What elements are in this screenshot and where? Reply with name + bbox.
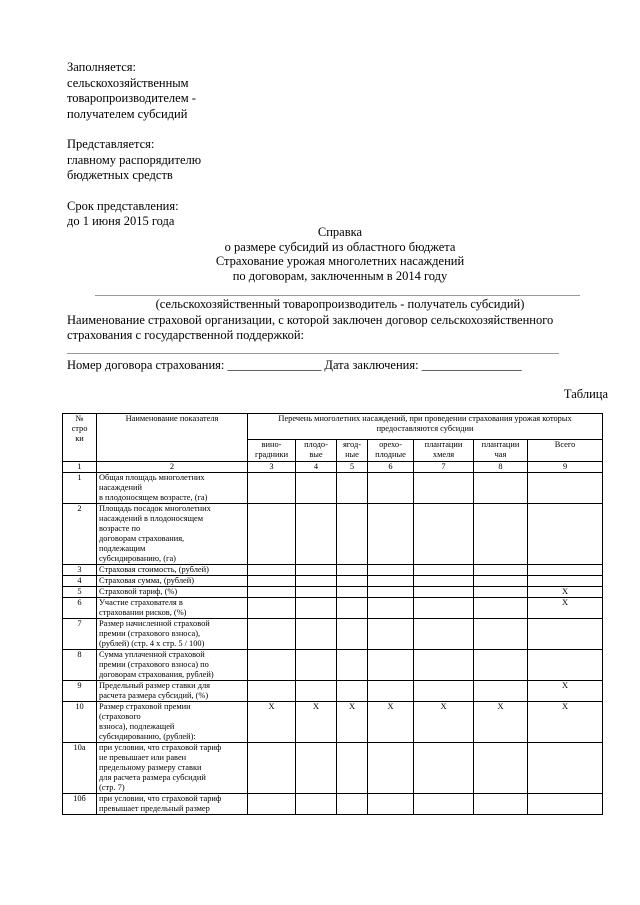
column-number-cell: 3 (248, 462, 296, 473)
submitted-to-line: бюджетных средств (67, 168, 173, 182)
header-col-line: орехо- (379, 440, 402, 449)
value-cell[interactable] (248, 619, 296, 650)
value-cell[interactable] (474, 587, 528, 598)
value-cell[interactable] (296, 565, 337, 576)
header-col-line: чая (494, 450, 507, 459)
value-cell[interactable] (368, 587, 414, 598)
row-number-cell: 10 (63, 702, 97, 743)
value-cell[interactable] (368, 794, 414, 815)
indicator-name-cell (97, 619, 248, 650)
value-cell[interactable] (474, 619, 528, 650)
value-cell[interactable] (337, 576, 368, 587)
indicator-name-cell (97, 598, 248, 619)
deadline-label: Срок представления: (67, 198, 179, 213)
document-title (130, 225, 550, 283)
title-line: по договорам, заключенным в 2014 году (232, 268, 448, 283)
value-cell[interactable] (474, 576, 528, 587)
table-row (63, 681, 603, 702)
value-cell[interactable]: Х (337, 702, 368, 743)
value-cell[interactable] (474, 681, 528, 702)
value-cell[interactable] (414, 576, 474, 587)
row-number-cell: 8 (63, 650, 97, 681)
value-cell[interactable] (474, 504, 528, 565)
indicator-name-line: предельному размеру ставки (99, 763, 202, 772)
value-cell[interactable] (414, 743, 474, 794)
table-label: Таблица (563, 387, 608, 401)
indicator-name-line: (рублей) (стр. 4 х стр. 5 / 100) (99, 639, 205, 648)
title-line: о размере субсидий из областного бюджета (224, 239, 456, 254)
value-cell[interactable] (248, 681, 296, 702)
value-cell[interactable] (337, 681, 368, 702)
value-cell[interactable] (414, 565, 474, 576)
indicator-name-cell (97, 576, 248, 587)
header-col-cell (368, 440, 414, 462)
indicator-name-line: возрасте по (99, 524, 141, 533)
filled-by-line: сельскохозяйственным (67, 75, 189, 90)
insurer-line: Наименование страховой организации, с которой заключен договор сельскохозяйственного (67, 313, 554, 327)
indicator-name-line: не превышает или равен (99, 753, 187, 762)
table-row (63, 587, 603, 598)
value-cell[interactable] (248, 743, 296, 794)
title-line: Страхование урожая многолетних насаждений (215, 254, 465, 268)
column-number-cell: 9 (528, 462, 603, 473)
table-row (63, 473, 603, 504)
column-number-cell: 7 (414, 462, 474, 473)
indicator-name-line: при условии, что страховой тариф (99, 743, 222, 752)
value-cell[interactable] (337, 504, 368, 565)
header-col-line: плодо- (304, 440, 328, 449)
value-cell[interactable] (528, 650, 603, 681)
deadline-value: до 1 июня 2015 года (67, 214, 175, 228)
row-number-cell: 9 (63, 681, 97, 702)
column-number-cell: 5 (337, 462, 368, 473)
header-col-line: градники (254, 450, 289, 459)
value-cell[interactable] (528, 504, 603, 565)
row-number-cell: 7 (63, 619, 97, 650)
table-row (63, 794, 603, 815)
value-cell[interactable] (337, 619, 368, 650)
indicator-name-line: Страховой тариф, (%) (99, 587, 178, 596)
header-col-line: плодные (375, 450, 406, 459)
insurer-block (67, 313, 553, 342)
indicator-name-cell (97, 587, 248, 598)
producer-caption: (сельскохозяйственный товаропроизводитель - получатель субсидий) (155, 297, 525, 311)
value-cell[interactable] (248, 650, 296, 681)
value-cell[interactable] (337, 587, 368, 598)
value-cell[interactable] (528, 473, 603, 504)
value-cell[interactable] (296, 681, 337, 702)
header-indicator-cell: Наименование показателя (97, 414, 248, 462)
header-col-cell (414, 440, 474, 462)
value-cell[interactable]: Х (528, 681, 603, 702)
value-cell[interactable] (474, 598, 528, 619)
header-col-line: Всего (554, 440, 576, 449)
indicator-name-line: насаждений (99, 483, 142, 492)
indicator-name-line: насаждений в плодоносящем (99, 514, 204, 523)
indicator-name-cell (97, 681, 248, 702)
value-cell[interactable]: Х (414, 702, 474, 743)
header-num-cell (63, 414, 97, 462)
column-number-cell: 1 (63, 462, 97, 473)
value-cell[interactable] (474, 794, 528, 815)
header-col-line: вые (309, 450, 323, 459)
indicator-name-cell (97, 650, 248, 681)
value-cell[interactable] (248, 473, 296, 504)
value-cell[interactable] (248, 565, 296, 576)
indicator-name-cell (97, 743, 248, 794)
document-header (67, 60, 201, 245)
indicator-name-cell (97, 473, 248, 504)
value-cell[interactable] (528, 565, 603, 576)
indicator-name-line: Страховая стоимость, (рублей) (99, 565, 209, 574)
indicator-name-line: Сумма уплаченной страховой (99, 650, 205, 659)
indicator-name-line: страховании рисков, (%) (99, 608, 187, 617)
value-cell[interactable] (337, 650, 368, 681)
column-number-row (63, 462, 603, 473)
table-row (63, 743, 603, 794)
header-col-line: плантации (481, 440, 520, 449)
indicator-name-line: расчета размера субсидий, (%) (99, 691, 209, 700)
value-cell[interactable] (248, 794, 296, 815)
value-cell[interactable] (248, 504, 296, 565)
row-number-cell: 5 (63, 587, 97, 598)
value-cell[interactable]: Х (528, 587, 603, 598)
filled-by-line: товаропроизводителем - (67, 91, 196, 105)
table-row (63, 619, 603, 650)
table-row (63, 598, 603, 619)
indicator-name-line: договорам страхования, (99, 534, 185, 543)
value-cell[interactable] (414, 598, 474, 619)
value-cell[interactable]: Х (296, 702, 337, 743)
indicator-name-line: Размер страховой премии (99, 702, 191, 711)
value-cell[interactable] (474, 565, 528, 576)
value-cell[interactable] (296, 576, 337, 587)
submitted-to-block (67, 137, 201, 184)
indicator-name-line: для расчета размера субсидий (99, 773, 206, 782)
filled-by-line: получателем субсидий (67, 106, 188, 121)
table-row (63, 576, 603, 587)
value-cell[interactable] (337, 565, 368, 576)
value-cell[interactable] (414, 587, 474, 598)
indicator-name-cell (97, 565, 248, 576)
value-cell[interactable] (528, 743, 603, 794)
indicator-name-line: (страхового (99, 712, 141, 721)
table-header-row (63, 414, 603, 440)
contract-date-field[interactable]: ________________ (421, 358, 522, 372)
value-cell[interactable] (296, 650, 337, 681)
indicator-name-line: премии (страхового взноса), (99, 629, 201, 638)
indicator-name-line: субсидированию, (рублей): (99, 732, 196, 741)
row-number-cell: 10а (63, 743, 97, 794)
value-cell[interactable] (368, 598, 414, 619)
table-row (63, 702, 603, 743)
value-cell[interactable] (368, 473, 414, 504)
indicator-name-line: (стр. 7) (99, 783, 125, 792)
value-cell[interactable] (296, 743, 337, 794)
producer-underline (95, 295, 580, 296)
value-cell[interactable] (414, 681, 474, 702)
value-cell[interactable]: Х (368, 702, 414, 743)
indicator-name-line: Общая площадь многолетних (99, 473, 205, 482)
header-group-cell: Перечень многолетних насаждений, при проведении страхования урожая которых предоставляются субсидии (248, 414, 603, 440)
value-cell[interactable] (248, 587, 296, 598)
value-cell[interactable] (296, 587, 337, 598)
value-cell[interactable] (296, 473, 337, 504)
indicator-name-cell (97, 794, 248, 815)
column-number-cell: 6 (368, 462, 414, 473)
value-cell[interactable] (337, 598, 368, 619)
contract-number-field[interactable]: _______________ (227, 358, 322, 372)
value-cell[interactable] (368, 504, 414, 565)
value-cell[interactable] (528, 619, 603, 650)
row-number-cell: 2 (63, 504, 97, 565)
filled-by-label: Заполняется: (67, 60, 137, 74)
filled-by-block (67, 60, 201, 122)
value-cell[interactable] (368, 681, 414, 702)
indicator-name-line: договорам страхования, рублей) (99, 670, 214, 679)
value-cell[interactable] (296, 598, 337, 619)
value-cell[interactable] (368, 565, 414, 576)
value-cell[interactable] (248, 576, 296, 587)
value-cell[interactable]: Х (528, 702, 603, 743)
header-col-line: ные (345, 450, 359, 459)
indicator-name-line: Предельный размер ставки для (99, 681, 210, 690)
indicator-name-line: Участие страхователя в (99, 598, 183, 607)
header-col-cell (337, 440, 368, 462)
value-cell[interactable] (528, 794, 603, 815)
submitted-to-line: главному распорядителю (67, 152, 202, 167)
column-number-cell: 8 (474, 462, 528, 473)
header-col-cell (248, 440, 296, 462)
value-cell[interactable] (368, 619, 414, 650)
value-cell[interactable] (474, 473, 528, 504)
row-number-cell: 6 (63, 598, 97, 619)
header-col-line: хмеля (432, 450, 455, 459)
value-cell[interactable] (414, 650, 474, 681)
indicator-name-line: превышает предельный размер (99, 804, 210, 813)
header-col-line: плантации (424, 440, 463, 449)
value-cell[interactable] (474, 743, 528, 794)
value-cell[interactable] (296, 504, 337, 565)
contract-line (67, 358, 522, 372)
column-number-cell: 2 (97, 462, 248, 473)
contract-number-label: Номер договора страхования: (67, 358, 225, 372)
indicator-name-line: Площадь посадок многолетних (99, 504, 211, 513)
insurer-line: страхования с государственной поддержкой: (67, 327, 304, 342)
indicator-name-line: Страховая сумма, (рублей) (99, 576, 194, 585)
value-cell[interactable] (368, 743, 414, 794)
indicator-name-line: в плодоносящем возрасте, (га) (99, 493, 208, 502)
indicator-name-cell (97, 504, 248, 565)
value-cell[interactable] (337, 794, 368, 815)
value-cell[interactable]: Х (474, 702, 528, 743)
header-col-cell (474, 440, 528, 462)
value-cell[interactable]: Х (248, 702, 296, 743)
value-cell[interactable]: Х (528, 598, 603, 619)
value-cell[interactable] (337, 473, 368, 504)
indicator-name-line: субсидированию, (га) (99, 554, 176, 563)
header-num-line: ки (75, 434, 84, 443)
table-row (63, 650, 603, 681)
indicator-name-cell (97, 702, 248, 743)
header-col-cell (296, 440, 337, 462)
subsidy-table (62, 413, 603, 815)
row-number-cell: 1 (63, 473, 97, 504)
indicator-name-line: премии (страхового взноса) по (99, 660, 209, 669)
indicator-name-line: при условии, что страховой тариф (99, 794, 222, 803)
header-num-line: № (75, 414, 84, 423)
title-line: Справка (317, 225, 363, 239)
indicator-name-line: Размер начисленной страховой (99, 619, 210, 628)
header-num-line: стро (71, 424, 88, 433)
row-number-cell: 10б (63, 794, 97, 815)
value-cell[interactable] (368, 650, 414, 681)
contract-date-label: Дата заключения: (324, 358, 419, 372)
value-cell[interactable] (414, 473, 474, 504)
value-cell[interactable] (414, 504, 474, 565)
indicator-name-line: подлежащим (99, 544, 146, 553)
header-col-cell (528, 440, 603, 462)
value-cell[interactable] (296, 619, 337, 650)
value-cell[interactable] (296, 794, 337, 815)
value-cell[interactable] (414, 794, 474, 815)
value-cell[interactable] (248, 598, 296, 619)
value-cell[interactable] (528, 576, 603, 587)
indicator-name-line: взноса), подлежащей (99, 722, 175, 731)
value-cell[interactable] (414, 619, 474, 650)
submitted-to-label: Представляется: (67, 137, 155, 151)
insurer-underline (67, 353, 559, 354)
value-cell[interactable] (368, 576, 414, 587)
header-col-line: ягод- (342, 440, 362, 449)
table-row (63, 565, 603, 576)
table-row (63, 504, 603, 565)
column-number-cell: 4 (296, 462, 337, 473)
row-number-cell: 3 (63, 565, 97, 576)
row-number-cell: 4 (63, 576, 97, 587)
value-cell[interactable] (337, 743, 368, 794)
header-col-line: вино- (261, 440, 282, 449)
value-cell[interactable] (474, 650, 528, 681)
